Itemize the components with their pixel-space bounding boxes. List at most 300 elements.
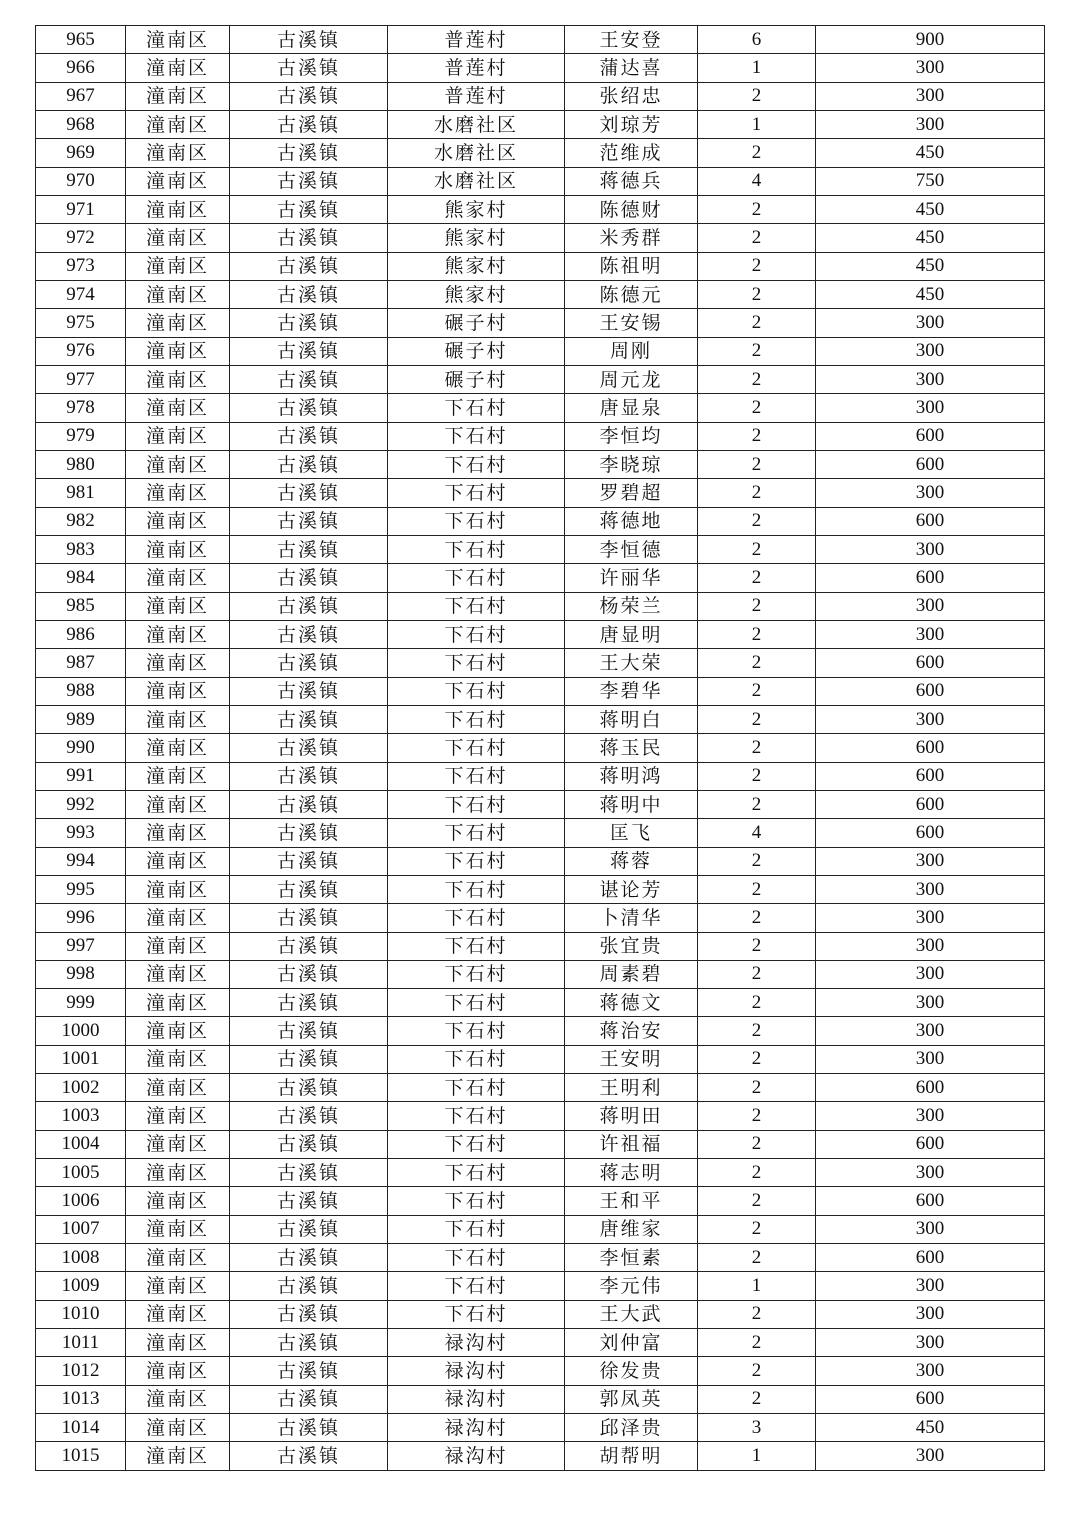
table-row — [36, 762, 1045, 790]
people-count-cell: 2 — [698, 1130, 816, 1158]
people-count-cell: 2 — [698, 422, 816, 450]
amount-cell: 600 — [816, 1130, 1045, 1158]
amount-cell: 300 — [816, 989, 1045, 1017]
people-count-cell: 2 — [698, 705, 816, 733]
name-cell: 刘琼芳 — [565, 110, 698, 138]
table-row — [36, 1385, 1045, 1413]
row-number-cell: 982 — [36, 507, 126, 535]
town-cell: 古溪镇 — [230, 450, 388, 478]
town-cell: 古溪镇 — [230, 54, 388, 82]
people-count-cell: 2 — [698, 1159, 816, 1187]
town-cell: 古溪镇 — [230, 1187, 388, 1215]
people-count-cell: 2 — [698, 507, 816, 535]
village-cell: 下石村 — [388, 1215, 565, 1243]
table-row — [36, 677, 1045, 705]
town-cell: 古溪镇 — [230, 564, 388, 592]
town-cell: 古溪镇 — [230, 26, 388, 54]
district-cell: 潼南区 — [126, 479, 230, 507]
name-cell: 蒋德地 — [565, 507, 698, 535]
village-cell: 下石村 — [388, 592, 565, 620]
village-cell: 碾子村 — [388, 309, 565, 337]
row-number-cell: 989 — [36, 705, 126, 733]
people-count-cell: 1 — [698, 110, 816, 138]
people-count-cell: 2 — [698, 734, 816, 762]
row-number-cell: 968 — [36, 110, 126, 138]
town-cell: 古溪镇 — [230, 1159, 388, 1187]
town-cell: 古溪镇 — [230, 1385, 388, 1413]
amount-cell: 300 — [816, 337, 1045, 365]
table-row — [36, 1130, 1045, 1158]
district-cell: 潼南区 — [126, 507, 230, 535]
table-row — [36, 1215, 1045, 1243]
row-number-cell: 978 — [36, 394, 126, 422]
name-cell: 李恒均 — [565, 422, 698, 450]
district-cell: 潼南区 — [126, 82, 230, 110]
amount-cell: 300 — [816, 932, 1045, 960]
people-count-cell: 2 — [698, 960, 816, 988]
town-cell: 古溪镇 — [230, 1215, 388, 1243]
beneficiary-table — [35, 25, 1045, 1471]
people-count-cell: 2 — [698, 224, 816, 252]
table-row — [36, 365, 1045, 393]
people-count-cell: 3 — [698, 1414, 816, 1442]
people-count-cell: 1 — [698, 1272, 816, 1300]
name-cell: 蒋志明 — [565, 1159, 698, 1187]
amount-cell: 300 — [816, 1329, 1045, 1357]
table-row — [36, 450, 1045, 478]
table-row — [36, 507, 1045, 535]
name-cell: 罗碧超 — [565, 479, 698, 507]
town-cell: 古溪镇 — [230, 139, 388, 167]
row-number-cell: 996 — [36, 904, 126, 932]
district-cell: 潼南区 — [126, 394, 230, 422]
amount-cell: 300 — [816, 535, 1045, 563]
name-cell: 李晓琼 — [565, 450, 698, 478]
table-row — [36, 1074, 1045, 1102]
row-number-cell: 1010 — [36, 1300, 126, 1328]
people-count-cell: 2 — [698, 932, 816, 960]
people-count-cell: 2 — [698, 309, 816, 337]
town-cell: 古溪镇 — [230, 82, 388, 110]
amount-cell: 300 — [816, 1300, 1045, 1328]
people-count-cell: 2 — [698, 592, 816, 620]
village-cell: 下石村 — [388, 705, 565, 733]
name-cell: 蒋治安 — [565, 1017, 698, 1045]
village-cell: 下石村 — [388, 677, 565, 705]
table-row — [36, 394, 1045, 422]
table-row — [36, 252, 1045, 280]
town-cell: 古溪镇 — [230, 507, 388, 535]
row-number-cell: 970 — [36, 167, 126, 195]
table-row — [36, 847, 1045, 875]
district-cell: 潼南区 — [126, 1442, 230, 1470]
table-row — [36, 592, 1045, 620]
district-cell: 潼南区 — [126, 847, 230, 875]
district-cell: 潼南区 — [126, 1357, 230, 1385]
district-cell: 潼南区 — [126, 989, 230, 1017]
village-cell: 下石村 — [388, 1244, 565, 1272]
amount-cell: 300 — [816, 1357, 1045, 1385]
district-cell: 潼南区 — [126, 762, 230, 790]
people-count-cell: 2 — [698, 535, 816, 563]
amount-cell: 600 — [816, 450, 1045, 478]
amount-cell: 450 — [816, 1414, 1045, 1442]
name-cell: 唐显明 — [565, 620, 698, 648]
people-count-cell: 4 — [698, 819, 816, 847]
row-number-cell: 984 — [36, 564, 126, 592]
amount-cell: 300 — [816, 1272, 1045, 1300]
town-cell: 古溪镇 — [230, 932, 388, 960]
village-cell: 禄沟村 — [388, 1329, 565, 1357]
row-number-cell: 983 — [36, 535, 126, 563]
village-cell: 下石村 — [388, 1102, 565, 1130]
people-count-cell: 2 — [698, 1215, 816, 1243]
district-cell: 潼南区 — [126, 1244, 230, 1272]
amount-cell: 300 — [816, 110, 1045, 138]
name-cell: 蒋明中 — [565, 790, 698, 818]
district-cell: 潼南区 — [126, 677, 230, 705]
district-cell: 潼南区 — [126, 450, 230, 478]
people-count-cell: 2 — [698, 479, 816, 507]
district-cell: 潼南区 — [126, 1414, 230, 1442]
district-cell: 潼南区 — [126, 904, 230, 932]
row-number-cell: 1008 — [36, 1244, 126, 1272]
village-cell: 下石村 — [388, 1017, 565, 1045]
town-cell: 古溪镇 — [230, 989, 388, 1017]
town-cell: 古溪镇 — [230, 620, 388, 648]
amount-cell: 450 — [816, 139, 1045, 167]
town-cell: 古溪镇 — [230, 762, 388, 790]
village-cell: 水磨社区 — [388, 110, 565, 138]
village-cell: 下石村 — [388, 904, 565, 932]
amount-cell: 450 — [816, 224, 1045, 252]
row-number-cell: 977 — [36, 365, 126, 393]
people-count-cell: 2 — [698, 762, 816, 790]
table-row — [36, 167, 1045, 195]
people-count-cell: 2 — [698, 252, 816, 280]
amount-cell: 600 — [816, 422, 1045, 450]
amount-cell: 600 — [816, 762, 1045, 790]
people-count-cell: 2 — [698, 1187, 816, 1215]
town-cell: 古溪镇 — [230, 847, 388, 875]
row-number-cell: 995 — [36, 875, 126, 903]
people-count-cell: 2 — [698, 847, 816, 875]
name-cell: 匡飞 — [565, 819, 698, 847]
table-row — [36, 989, 1045, 1017]
town-cell: 古溪镇 — [230, 110, 388, 138]
town-cell: 古溪镇 — [230, 252, 388, 280]
people-count-cell: 2 — [698, 875, 816, 903]
town-cell: 古溪镇 — [230, 1414, 388, 1442]
amount-cell: 300 — [816, 1017, 1045, 1045]
village-cell: 下石村 — [388, 847, 565, 875]
table-row — [36, 54, 1045, 82]
name-cell: 唐维家 — [565, 1215, 698, 1243]
village-cell: 下石村 — [388, 875, 565, 903]
district-cell: 潼南区 — [126, 932, 230, 960]
row-number-cell: 974 — [36, 280, 126, 308]
name-cell: 胡帮明 — [565, 1442, 698, 1470]
table-row — [36, 932, 1045, 960]
people-count-cell: 6 — [698, 26, 816, 54]
amount-cell: 600 — [816, 790, 1045, 818]
row-number-cell: 992 — [36, 790, 126, 818]
district-cell: 潼南区 — [126, 167, 230, 195]
amount-cell: 300 — [816, 1442, 1045, 1470]
amount-cell: 600 — [816, 649, 1045, 677]
village-cell: 下石村 — [388, 1045, 565, 1073]
district-cell: 潼南区 — [126, 1215, 230, 1243]
name-cell: 蒋明鸿 — [565, 762, 698, 790]
village-cell: 熊家村 — [388, 224, 565, 252]
people-count-cell: 2 — [698, 195, 816, 223]
name-cell: 蒋玉民 — [565, 734, 698, 762]
district-cell: 潼南区 — [126, 592, 230, 620]
village-cell: 下石村 — [388, 1272, 565, 1300]
town-cell: 古溪镇 — [230, 1130, 388, 1158]
village-cell: 下石村 — [388, 819, 565, 847]
town-cell: 古溪镇 — [230, 1045, 388, 1073]
town-cell: 古溪镇 — [230, 1272, 388, 1300]
village-cell: 下石村 — [388, 422, 565, 450]
district-cell: 潼南区 — [126, 224, 230, 252]
district-cell: 潼南区 — [126, 705, 230, 733]
row-number-cell: 976 — [36, 337, 126, 365]
town-cell: 古溪镇 — [230, 479, 388, 507]
village-cell: 下石村 — [388, 507, 565, 535]
town-cell: 古溪镇 — [230, 1442, 388, 1470]
row-number-cell: 988 — [36, 677, 126, 705]
town-cell: 古溪镇 — [230, 394, 388, 422]
table-row — [36, 337, 1045, 365]
village-cell: 禄沟村 — [388, 1385, 565, 1413]
town-cell: 古溪镇 — [230, 309, 388, 337]
people-count-cell: 2 — [698, 280, 816, 308]
table-row — [36, 1442, 1045, 1470]
name-cell: 蒋明白 — [565, 705, 698, 733]
name-cell: 张宜贵 — [565, 932, 698, 960]
village-cell: 下石村 — [388, 1187, 565, 1215]
row-number-cell: 1009 — [36, 1272, 126, 1300]
village-cell: 下石村 — [388, 1300, 565, 1328]
name-cell: 谌论芳 — [565, 875, 698, 903]
row-number-cell: 997 — [36, 932, 126, 960]
row-number-cell: 994 — [36, 847, 126, 875]
village-cell: 下石村 — [388, 989, 565, 1017]
table-row — [36, 1159, 1045, 1187]
row-number-cell: 986 — [36, 620, 126, 648]
amount-cell: 600 — [816, 564, 1045, 592]
district-cell: 潼南区 — [126, 734, 230, 762]
table-row — [36, 1272, 1045, 1300]
district-cell: 潼南区 — [126, 1045, 230, 1073]
row-number-cell: 979 — [36, 422, 126, 450]
people-count-cell: 4 — [698, 167, 816, 195]
name-cell: 周元龙 — [565, 365, 698, 393]
row-number-cell: 1003 — [36, 1102, 126, 1130]
row-number-cell: 967 — [36, 82, 126, 110]
people-count-cell: 2 — [698, 1017, 816, 1045]
people-count-cell: 2 — [698, 989, 816, 1017]
table-row — [36, 819, 1045, 847]
village-cell: 熊家村 — [388, 280, 565, 308]
row-number-cell: 1005 — [36, 1159, 126, 1187]
amount-cell: 900 — [816, 26, 1045, 54]
table-row — [36, 1357, 1045, 1385]
name-cell: 周刚 — [565, 337, 698, 365]
amount-cell: 300 — [816, 1102, 1045, 1130]
row-number-cell: 1013 — [36, 1385, 126, 1413]
amount-cell: 600 — [816, 819, 1045, 847]
table-row — [36, 1300, 1045, 1328]
table-row — [36, 1187, 1045, 1215]
amount-cell: 300 — [816, 620, 1045, 648]
table-row — [36, 82, 1045, 110]
row-number-cell: 1007 — [36, 1215, 126, 1243]
table-row — [36, 139, 1045, 167]
table-row — [36, 960, 1045, 988]
village-cell: 禄沟村 — [388, 1442, 565, 1470]
town-cell: 古溪镇 — [230, 677, 388, 705]
row-number-cell: 1006 — [36, 1187, 126, 1215]
district-cell: 潼南区 — [126, 875, 230, 903]
village-cell: 普莲村 — [388, 26, 565, 54]
district-cell: 潼南区 — [126, 110, 230, 138]
people-count-cell: 1 — [698, 1442, 816, 1470]
people-count-cell: 1 — [698, 54, 816, 82]
district-cell: 潼南区 — [126, 1159, 230, 1187]
name-cell: 李元伟 — [565, 1272, 698, 1300]
row-number-cell: 1015 — [36, 1442, 126, 1470]
town-cell: 古溪镇 — [230, 1300, 388, 1328]
district-cell: 潼南区 — [126, 337, 230, 365]
village-cell: 熊家村 — [388, 195, 565, 223]
village-cell: 下石村 — [388, 762, 565, 790]
village-cell: 普莲村 — [388, 54, 565, 82]
name-cell: 王大武 — [565, 1300, 698, 1328]
row-number-cell: 966 — [36, 54, 126, 82]
village-cell: 下石村 — [388, 734, 565, 762]
table-row — [36, 790, 1045, 818]
town-cell: 古溪镇 — [230, 422, 388, 450]
town-cell: 古溪镇 — [230, 535, 388, 563]
district-cell: 潼南区 — [126, 1102, 230, 1130]
row-number-cell: 975 — [36, 309, 126, 337]
name-cell: 王安锡 — [565, 309, 698, 337]
table-row — [36, 904, 1045, 932]
village-cell: 水磨社区 — [388, 139, 565, 167]
people-count-cell: 2 — [698, 677, 816, 705]
district-cell: 潼南区 — [126, 422, 230, 450]
name-cell: 蒋明田 — [565, 1102, 698, 1130]
town-cell: 古溪镇 — [230, 167, 388, 195]
amount-cell: 450 — [816, 195, 1045, 223]
district-cell: 潼南区 — [126, 790, 230, 818]
table-row — [36, 1045, 1045, 1073]
table-row — [36, 1244, 1045, 1272]
row-number-cell: 1001 — [36, 1045, 126, 1073]
people-count-cell: 2 — [698, 1329, 816, 1357]
row-number-cell: 1011 — [36, 1329, 126, 1357]
district-cell: 潼南区 — [126, 365, 230, 393]
district-cell: 潼南区 — [126, 1017, 230, 1045]
amount-cell: 450 — [816, 252, 1045, 280]
table-row — [36, 110, 1045, 138]
village-cell: 下石村 — [388, 620, 565, 648]
table-row — [36, 479, 1045, 507]
amount-cell: 300 — [816, 705, 1045, 733]
people-count-cell: 2 — [698, 1300, 816, 1328]
people-count-cell: 2 — [698, 450, 816, 478]
people-count-cell: 2 — [698, 82, 816, 110]
table-row — [36, 309, 1045, 337]
name-cell: 郭凤英 — [565, 1385, 698, 1413]
row-number-cell: 971 — [36, 195, 126, 223]
people-count-cell: 2 — [698, 365, 816, 393]
table-row — [36, 1102, 1045, 1130]
town-cell: 古溪镇 — [230, 592, 388, 620]
people-count-cell: 2 — [698, 1074, 816, 1102]
district-cell: 潼南区 — [126, 54, 230, 82]
amount-cell: 600 — [816, 1244, 1045, 1272]
table-row — [36, 195, 1045, 223]
village-cell: 下石村 — [388, 564, 565, 592]
name-cell: 陈德财 — [565, 195, 698, 223]
amount-cell: 300 — [816, 309, 1045, 337]
village-cell: 碾子村 — [388, 337, 565, 365]
district-cell: 潼南区 — [126, 1329, 230, 1357]
village-cell: 下石村 — [388, 960, 565, 988]
town-cell: 古溪镇 — [230, 1357, 388, 1385]
name-cell: 王大荣 — [565, 649, 698, 677]
people-count-cell: 2 — [698, 337, 816, 365]
district-cell: 潼南区 — [126, 1187, 230, 1215]
name-cell: 王明利 — [565, 1074, 698, 1102]
amount-cell: 300 — [816, 847, 1045, 875]
row-number-cell: 973 — [36, 252, 126, 280]
table-row — [36, 1329, 1045, 1357]
name-cell: 蒋德兵 — [565, 167, 698, 195]
town-cell: 古溪镇 — [230, 960, 388, 988]
name-cell: 徐发贵 — [565, 1357, 698, 1385]
name-cell: 陈德元 — [565, 280, 698, 308]
amount-cell: 300 — [816, 82, 1045, 110]
row-number-cell: 965 — [36, 26, 126, 54]
row-number-cell: 981 — [36, 479, 126, 507]
district-cell: 潼南区 — [126, 280, 230, 308]
name-cell: 刘仲富 — [565, 1329, 698, 1357]
village-cell: 熊家村 — [388, 252, 565, 280]
amount-cell: 300 — [816, 875, 1045, 903]
town-cell: 古溪镇 — [230, 705, 388, 733]
district-cell: 潼南区 — [126, 252, 230, 280]
district-cell: 潼南区 — [126, 1272, 230, 1300]
amount-cell: 600 — [816, 677, 1045, 705]
district-cell: 潼南区 — [126, 195, 230, 223]
amount-cell: 750 — [816, 167, 1045, 195]
name-cell: 许祖福 — [565, 1130, 698, 1158]
table-row — [36, 705, 1045, 733]
amount-cell: 600 — [816, 1187, 1045, 1215]
district-cell: 潼南区 — [126, 819, 230, 847]
table-body — [36, 26, 1045, 1471]
people-count-cell: 2 — [698, 904, 816, 932]
district-cell: 潼南区 — [126, 1074, 230, 1102]
town-cell: 古溪镇 — [230, 1102, 388, 1130]
table-row — [36, 649, 1045, 677]
row-number-cell: 990 — [36, 734, 126, 762]
village-cell: 禄沟村 — [388, 1357, 565, 1385]
